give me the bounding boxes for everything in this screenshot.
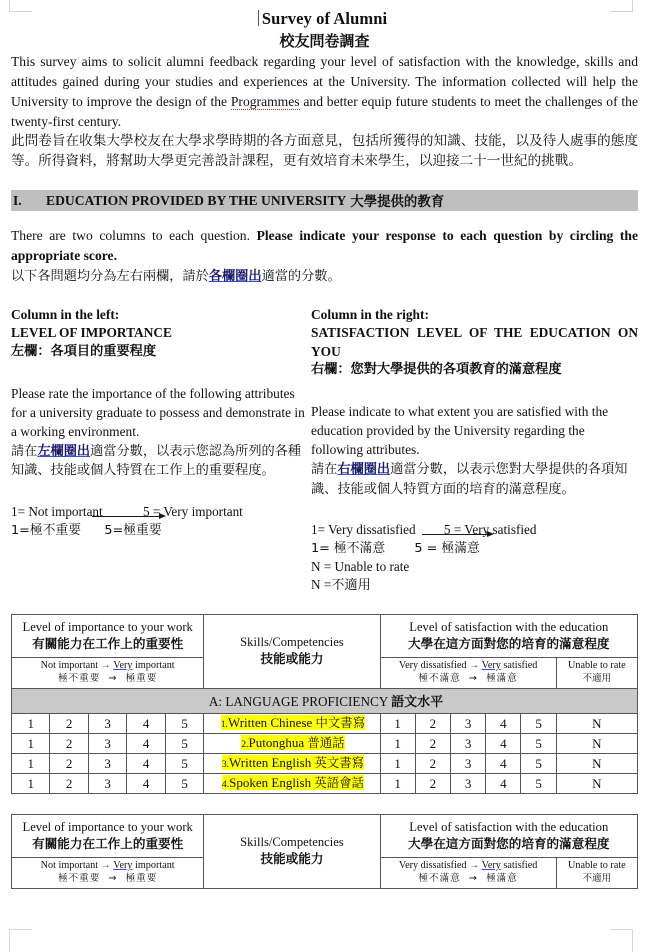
importance-score-3[interactable]: 3 <box>88 753 126 773</box>
document-content <box>11 0 638 889</box>
header-satisfaction-chinese: 大學在這方面對您的培育的滿意程度 <box>408 635 610 651</box>
importance-score-4[interactable]: 4 <box>127 713 165 733</box>
table-row <box>12 773 638 793</box>
skill-label <box>204 753 380 773</box>
satisfaction-score-2[interactable]: 2 <box>415 713 450 733</box>
section-heading-banner <box>11 190 638 211</box>
legend-unable-english: Unable to rate <box>568 659 626 671</box>
legend-importance-chinese <box>13 673 202 685</box>
right-arrow-icon-zh: → <box>108 672 118 684</box>
right-scale-high-chinese: 5 = 極滿意 <box>414 541 480 557</box>
skill-name-english: Spoken English <box>229 774 315 790</box>
group-label-english: A: LANGUAGE PROFICIENCY <box>208 693 388 709</box>
legend-imp-zh-low: 極不重要 <box>57 872 101 884</box>
right-desc-zh-part1: 請在 <box>311 461 338 477</box>
section-title-english: EDUCATION PROVIDED BY THE UNIVERSITY <box>46 192 347 208</box>
document-title-block <box>11 9 638 52</box>
legend-satisfaction-high-underlined: Very <box>481 860 501 871</box>
header-skills <box>204 614 380 688</box>
instruction-zh-part2: 適當的分數。 <box>261 268 341 284</box>
importance-score-4[interactable]: 4 <box>127 753 165 773</box>
satisfaction-score-2[interactable]: 2 <box>415 773 450 793</box>
table-row <box>12 733 638 753</box>
legend-satisfaction <box>380 657 556 688</box>
satisfaction-score-5[interactable]: 5 <box>521 753 556 773</box>
legend-imp-zh-low: 極不重要 <box>57 672 101 684</box>
legend-unable-english: Unable to rate <box>568 860 626 871</box>
instruction-bold-text: Please indicate your response to each question by circling the appropriate score. <box>11 228 639 263</box>
left-scale-high-english: 5 = Very important <box>142 504 243 520</box>
satisfaction-score-3[interactable]: 3 <box>451 733 486 753</box>
right-column-description <box>311 403 638 499</box>
left-desc-zh-part1: 請在 <box>11 443 38 459</box>
satisfaction-score-2[interactable]: 2 <box>415 753 450 773</box>
importance-score-1[interactable]: 1 <box>12 753 50 773</box>
legend-importance-high-underlined: Very <box>113 659 133 671</box>
skill-label <box>204 733 380 753</box>
header-importance-english: Level of importance to your work <box>22 819 193 834</box>
instructions-block <box>11 226 638 286</box>
satisfaction-score-4[interactable]: 4 <box>486 773 521 793</box>
header-skills-english: Skills/Competencies <box>240 634 344 649</box>
left-column-heading: Column in the left: <box>11 307 120 323</box>
intro-text-part1: This survey aims to solicit alumni feedback regarding your level of satisfaction with the knowledge, skills and attitudes gained during your studies and experiences at the University. The information collected will help the University to improve the design of the <box>11 54 638 110</box>
instruction-zh-emphasis: 各欄圈出 <box>208 268 262 284</box>
importance-score-2[interactable]: 2 <box>50 753 88 773</box>
legend-importance-low: Not important <box>40 659 99 671</box>
right-description-chinese <box>311 460 638 500</box>
importance-score-4[interactable]: 4 <box>127 733 165 753</box>
legend-sat-zh-high: 極滿意 <box>486 672 518 684</box>
left-scale-row-english <box>11 503 311 521</box>
page-title-chinese: 校友問卷調查 <box>279 31 370 50</box>
legend-importance-high-rest: important <box>132 860 175 871</box>
legend-satisfaction-high-underlined: Very <box>481 659 501 671</box>
right-arrow-icon: → <box>100 860 111 871</box>
importance-score-1[interactable]: 1 <box>12 773 50 793</box>
legend-importance-high-rest: important <box>132 659 175 671</box>
right-scale-low-english: 1= Very dissatisfied <box>311 522 416 538</box>
legend-imp-zh-high: 極重要 <box>125 872 158 884</box>
left-description-chinese <box>11 442 311 482</box>
right-column-caps-title: SATISFACTION LEVEL OF THE EDUCATION ON YOU <box>311 325 638 359</box>
satisfaction-score-4[interactable]: 4 <box>486 713 521 733</box>
left-desc-zh-emphasis: 左欄圈出 <box>37 443 91 459</box>
header-importance <box>12 814 204 857</box>
right-scale-low-chinese: 1= 極不滿意 <box>311 541 386 557</box>
satisfaction-score-5[interactable]: 5 <box>521 733 556 753</box>
skill-index: 3. <box>221 758 230 770</box>
legend-sat-zh-low: 極不滿意 <box>418 672 461 684</box>
legend-satisfaction-chinese <box>382 673 555 685</box>
skill-index: 4. <box>221 778 230 790</box>
importance-score-5[interactable]: 5 <box>165 713 204 733</box>
header-satisfaction <box>380 814 637 857</box>
right-arrow-icon-sat: → <box>469 860 480 871</box>
instruction-plain-text: There are two columns to each question. <box>11 228 257 244</box>
legend-sat-zh-high: 極滿意 <box>486 872 518 884</box>
satisfaction-score-1[interactable]: 1 <box>380 753 415 773</box>
skill-label <box>204 773 380 793</box>
satisfaction-score-1[interactable]: 1 <box>380 733 415 753</box>
skill-highlight <box>221 715 365 730</box>
left-desc-zh-part2: 適當分數，以表示您認為所列的各種知識、技能或個人特質在工作上的重要程度。 <box>11 443 302 479</box>
skill-name-english: Written English <box>229 754 315 770</box>
instruction-line-chinese <box>11 267 638 287</box>
header-importance-chinese: 有關能力在工作上的重要性 <box>32 836 184 851</box>
group-label-language-proficiency <box>12 688 638 713</box>
importance-score-5[interactable]: 5 <box>165 773 204 793</box>
skill-name-chinese: 普通話 <box>307 734 345 750</box>
right-arrow-icon-sat: → <box>469 659 480 671</box>
satisfaction-na[interactable]: N <box>556 753 637 773</box>
survey-table-section-a <box>11 614 638 794</box>
legend-satisfaction <box>380 858 556 889</box>
skill-label <box>204 713 380 733</box>
header-importance-english: Level of importance to your work <box>22 619 193 634</box>
section-title-chinese: 大學提供的教育 <box>350 195 445 211</box>
left-column-caps-title: LEVEL OF IMPORTANCE <box>11 325 172 341</box>
table-header-row-titles <box>12 814 638 857</box>
legend-importance <box>12 657 204 688</box>
right-description-english: Please indicate to what extent you are satisfied with the education provided by the University regarding the following attributes. <box>311 404 609 457</box>
group-label-chinese: 語文水平 <box>391 694 444 710</box>
skill-name-chinese: 英文書寫 <box>314 754 365 770</box>
left-scale-high-chinese: 5=極重要 <box>104 523 162 539</box>
satisfaction-score-3[interactable]: 3 <box>451 753 486 773</box>
header-skills <box>204 814 380 888</box>
legend-unable-to-rate <box>556 858 637 889</box>
header-skills-english: Skills/Competencies <box>240 835 344 849</box>
skill-name-chinese: 中文書寫 <box>315 714 366 730</box>
header-importance-chinese: 有關能力在工作上的重要性 <box>32 635 184 651</box>
legend-importance-low: Not important <box>40 860 99 871</box>
intro-paragraph-english <box>11 52 638 132</box>
legend-unable-chinese: 不適用 <box>582 872 612 884</box>
column-explanation-wrapper <box>11 306 638 593</box>
left-scale-low-english: 1= Not important <box>11 504 103 520</box>
right-scale-row-chinese <box>311 539 638 557</box>
skill-name-chinese: 英語會話 <box>314 774 364 790</box>
skill-highlight <box>222 775 364 790</box>
right-arrow-icon-zh: → <box>108 872 118 884</box>
header-satisfaction-chinese: 大學在這方面對您的培育的滿意程度 <box>408 836 610 851</box>
left-scale-legend <box>11 503 311 539</box>
section-number: I. <box>13 192 22 208</box>
satisfaction-score-4[interactable]: 4 <box>486 753 521 773</box>
legend-satisfaction-low: Very dissatisfied <box>398 860 467 871</box>
page-title: Survey of Alumni <box>261 9 388 28</box>
right-desc-zh-emphasis: 右欄圈出 <box>337 461 391 477</box>
left-column-explanation <box>11 306 311 593</box>
header-satisfaction-english: Level of satisfaction with the education <box>409 619 609 634</box>
table-group-row <box>12 688 638 713</box>
satisfaction-score-2[interactable]: 2 <box>415 733 450 753</box>
importance-score-5[interactable]: 5 <box>165 733 204 753</box>
importance-score-4[interactable]: 4 <box>127 773 165 793</box>
header-satisfaction-english: Level of satisfaction with the education <box>409 819 609 834</box>
skill-highlight <box>222 755 364 770</box>
spellcheck-flagged-word: Programmes <box>230 94 300 110</box>
satisfaction-score-1[interactable]: 1 <box>380 713 415 733</box>
importance-score-2[interactable]: 2 <box>50 733 88 753</box>
legend-importance <box>12 858 204 889</box>
satisfaction-score-3[interactable]: 3 <box>451 773 486 793</box>
skill-index: 1. <box>220 718 228 730</box>
satisfaction-score-5[interactable]: 5 <box>521 773 556 793</box>
legend-sat-zh-low: 極不滿意 <box>418 872 461 884</box>
satisfaction-score-1[interactable]: 1 <box>380 773 415 793</box>
legend-imp-zh-high: 極重要 <box>125 672 158 684</box>
skill-name-english: Written Chinese <box>227 714 316 730</box>
importance-score-2[interactable]: 2 <box>50 773 88 793</box>
header-importance <box>12 614 204 657</box>
table-header-row-titles <box>12 614 638 657</box>
right-arrow-icon-sat-zh: → <box>468 872 478 884</box>
satisfaction-na[interactable]: N <box>556 713 637 733</box>
legend-importance-high-underlined: Very <box>113 860 133 871</box>
right-scale-row-na-english: N = Unable to rate <box>311 558 410 574</box>
header-satisfaction <box>380 614 637 657</box>
intro-paragraph-chinese: 此問卷旨在收集大學校友在大學求學時期的各方面意見，包括所獲得的知識、技能，以及待人處事的態度等。所得資料，將幫助大學更完善設計課程，更有效培育未來學生，以迎接二十一世紀的挑戰。 <box>11 133 638 170</box>
header-skills-chinese: 技能或能力 <box>260 851 324 867</box>
left-scale-low-chinese: 1=極不重要 <box>11 523 82 539</box>
left-scale-row-chinese <box>11 521 311 539</box>
left-column-description <box>11 385 311 481</box>
legend-satisfaction-low: Very dissatisfied <box>398 659 467 671</box>
left-description-english: Please rate the importance of the following attributes for a university graduate to possess and demonstrate in a working environment. <box>11 386 305 439</box>
satisfaction-score-3[interactable]: 3 <box>451 713 486 733</box>
right-desc-zh-part2: 適當分數，以表示您對大學提供的各項知識、技能或個人特質方面的培育的滿意程度。 <box>311 461 628 497</box>
right-scale-row-na-chinese: N =不適用 <box>311 576 371 592</box>
satisfaction-na[interactable]: N <box>556 733 637 753</box>
instruction-line-english <box>11 226 638 265</box>
left-column-caps-title-chinese: 左欄：各項目的重要程度 <box>11 343 157 359</box>
importance-score-5[interactable]: 5 <box>165 753 204 773</box>
legend-satisfaction-high-rest: satisfied <box>500 860 538 871</box>
right-column-caps-title-chinese: 右欄：您對大學提供的各項教育的滿意程度 <box>311 361 562 377</box>
right-scale-row-english <box>311 521 638 539</box>
skill-name-english: Putonghua <box>248 734 308 750</box>
right-column-explanation <box>311 306 638 593</box>
right-column-heading: Column in the right: <box>311 307 429 323</box>
instruction-zh-part1: 以下各問題均分為左右兩欄，請於 <box>11 268 209 284</box>
legend-satisfaction-high-rest: satisfied <box>500 659 538 671</box>
satisfaction-na[interactable]: N <box>556 773 637 793</box>
importance-score-1[interactable]: 1 <box>12 733 50 753</box>
importance-score-1[interactable]: 1 <box>12 713 50 733</box>
skill-highlight <box>241 735 344 750</box>
skill-index: 2. <box>241 738 249 750</box>
table-row <box>12 713 638 733</box>
table-row <box>12 753 638 773</box>
legend-unable-to-rate <box>556 657 637 688</box>
importance-score-3[interactable]: 3 <box>88 713 126 733</box>
satisfaction-score-5[interactable]: 5 <box>521 713 556 733</box>
legend-unable-chinese: 不適用 <box>582 672 612 684</box>
header-skills-chinese: 技能或能力 <box>260 651 324 667</box>
legend-importance-chinese <box>13 873 202 885</box>
survey-table-continued-header <box>11 814 638 889</box>
importance-score-3[interactable]: 3 <box>88 733 126 753</box>
importance-score-2[interactable]: 2 <box>50 713 88 733</box>
satisfaction-score-4[interactable]: 4 <box>486 733 521 753</box>
right-scale-legend <box>311 521 638 593</box>
legend-satisfaction-chinese <box>382 873 555 885</box>
importance-score-3[interactable]: 3 <box>88 773 126 793</box>
right-arrow-icon: → <box>100 659 111 671</box>
right-scale-high-english: 5 = Very satisfied <box>443 522 537 538</box>
right-arrow-icon-sat-zh: → <box>468 672 478 684</box>
intro-text-part2: and better equip future students to meet the challenges of the twenty-first century. <box>11 94 638 130</box>
